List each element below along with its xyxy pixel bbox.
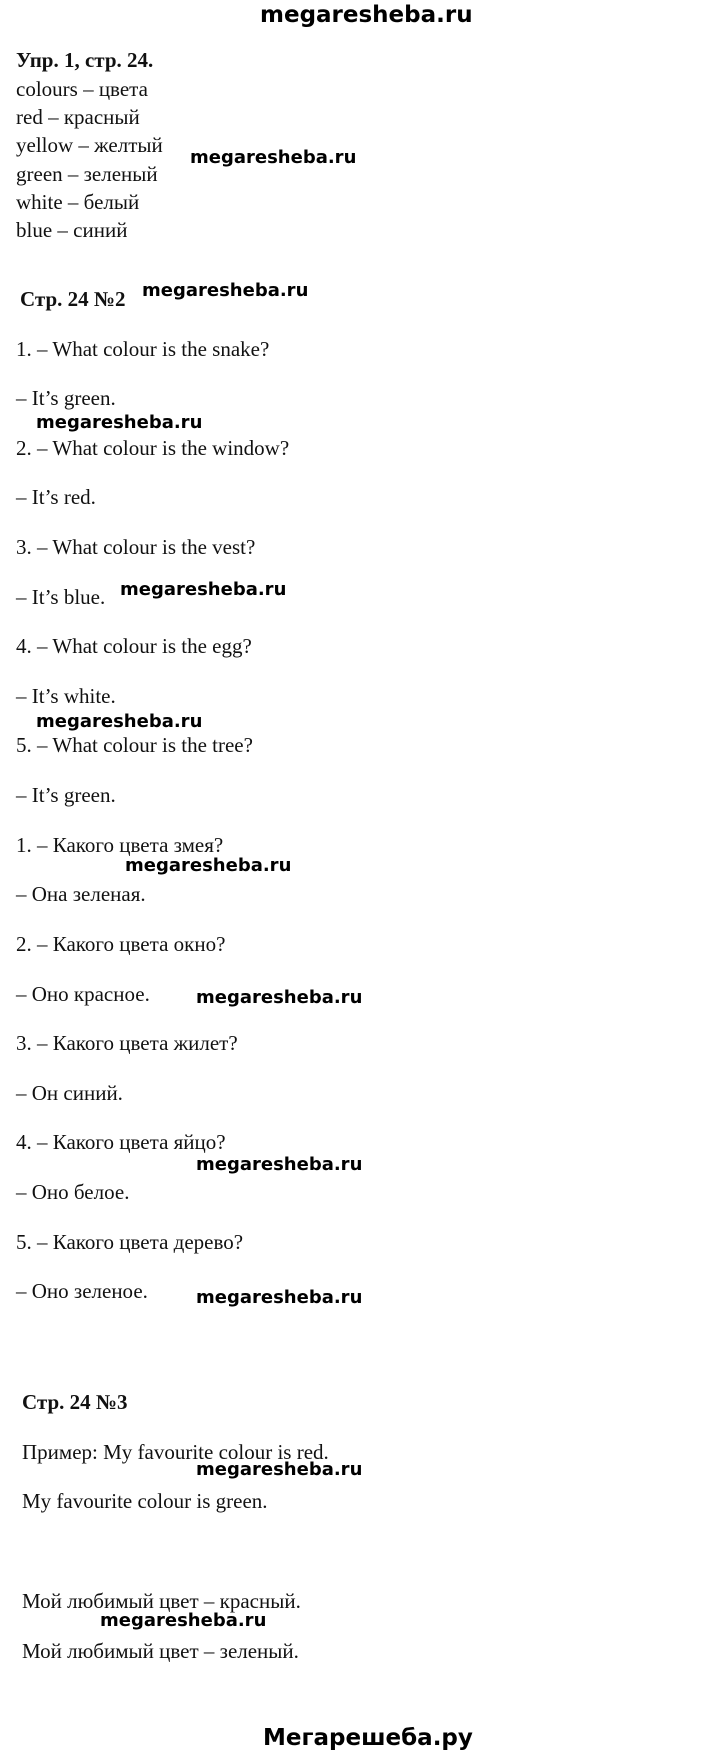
watermark: megaresheba.ru xyxy=(190,147,357,168)
question-line: 3. – Какого цвета жилет? xyxy=(16,1031,238,1055)
answer-line: – It’s white. xyxy=(16,684,116,708)
sentence-line: Мой любимый цвет – зеленый. xyxy=(22,1639,299,1663)
watermark: megaresheba.ru xyxy=(142,280,309,301)
watermark: megaresheba.ru xyxy=(196,1154,363,1175)
watermark: megaresheba.ru xyxy=(100,1610,267,1631)
question-line: 2. – What colour is the window? xyxy=(16,436,290,460)
question-line: 4. – What colour is the egg? xyxy=(16,634,252,658)
answer-line: – It’s red. xyxy=(16,485,96,509)
vocab-line: blue – синий xyxy=(16,218,128,242)
vocab-line: colours – цвета xyxy=(16,77,148,101)
vocab-line: white – белый xyxy=(16,190,140,214)
answer-line: – It’s blue. xyxy=(16,585,106,609)
question-line: 5. – What colour is the tree? xyxy=(16,733,253,757)
watermark: megaresheba.ru xyxy=(36,412,203,433)
watermark: megaresheba.ru xyxy=(36,711,203,732)
watermark: megaresheba.ru xyxy=(196,1287,363,1308)
exercise-3-title: Стр. 24 №3 xyxy=(22,1390,128,1414)
answer-line: – It’s green. xyxy=(16,783,116,807)
watermark: megaresheba.ru xyxy=(125,855,292,876)
question-line: 3. – What colour is the vest? xyxy=(16,535,256,559)
sentence-line: Мой любимый цвет – красный. xyxy=(22,1589,301,1613)
answer-line: – Оно красное. xyxy=(16,982,150,1006)
question-line: 2. – Какого цвета окно? xyxy=(16,932,226,956)
exercise-2-title: Стр. 24 №2 xyxy=(20,287,126,311)
watermark: megaresheba.ru xyxy=(196,1459,363,1480)
watermark: megaresheba.ru xyxy=(196,987,363,1008)
sentence-line: My favourite colour is green. xyxy=(22,1489,268,1513)
question-line: 5. – Какого цвета дерево? xyxy=(16,1230,244,1254)
watermark: megaresheba.ru xyxy=(120,579,287,600)
answer-line: – It’s green. xyxy=(16,386,116,410)
answer-line: – Он синий. xyxy=(16,1081,123,1105)
vocab-line: green – зеленый xyxy=(16,162,158,186)
header-site-name: megaresheba.ru xyxy=(260,2,473,28)
answer-line: – Оно зеленое. xyxy=(16,1279,148,1303)
question-line: 4. – Какого цвета яйцо? xyxy=(16,1130,226,1154)
vocab-line: yellow – желтый xyxy=(16,133,163,157)
question-line: 1. – Какого цвета змея? xyxy=(16,833,224,857)
answer-line: – Оно белое. xyxy=(16,1180,130,1204)
footer-site-name: Мегарешеба.ру xyxy=(263,1725,473,1751)
answer-line: – Она зеленая. xyxy=(16,882,146,906)
example-line: Пример: My favourite colour is red. xyxy=(22,1440,329,1464)
vocab-line: red – красный xyxy=(16,105,140,129)
exercise-1-title: Упр. 1, стр. 24. xyxy=(16,48,154,72)
question-line: 1. – What colour is the snake? xyxy=(16,337,270,361)
